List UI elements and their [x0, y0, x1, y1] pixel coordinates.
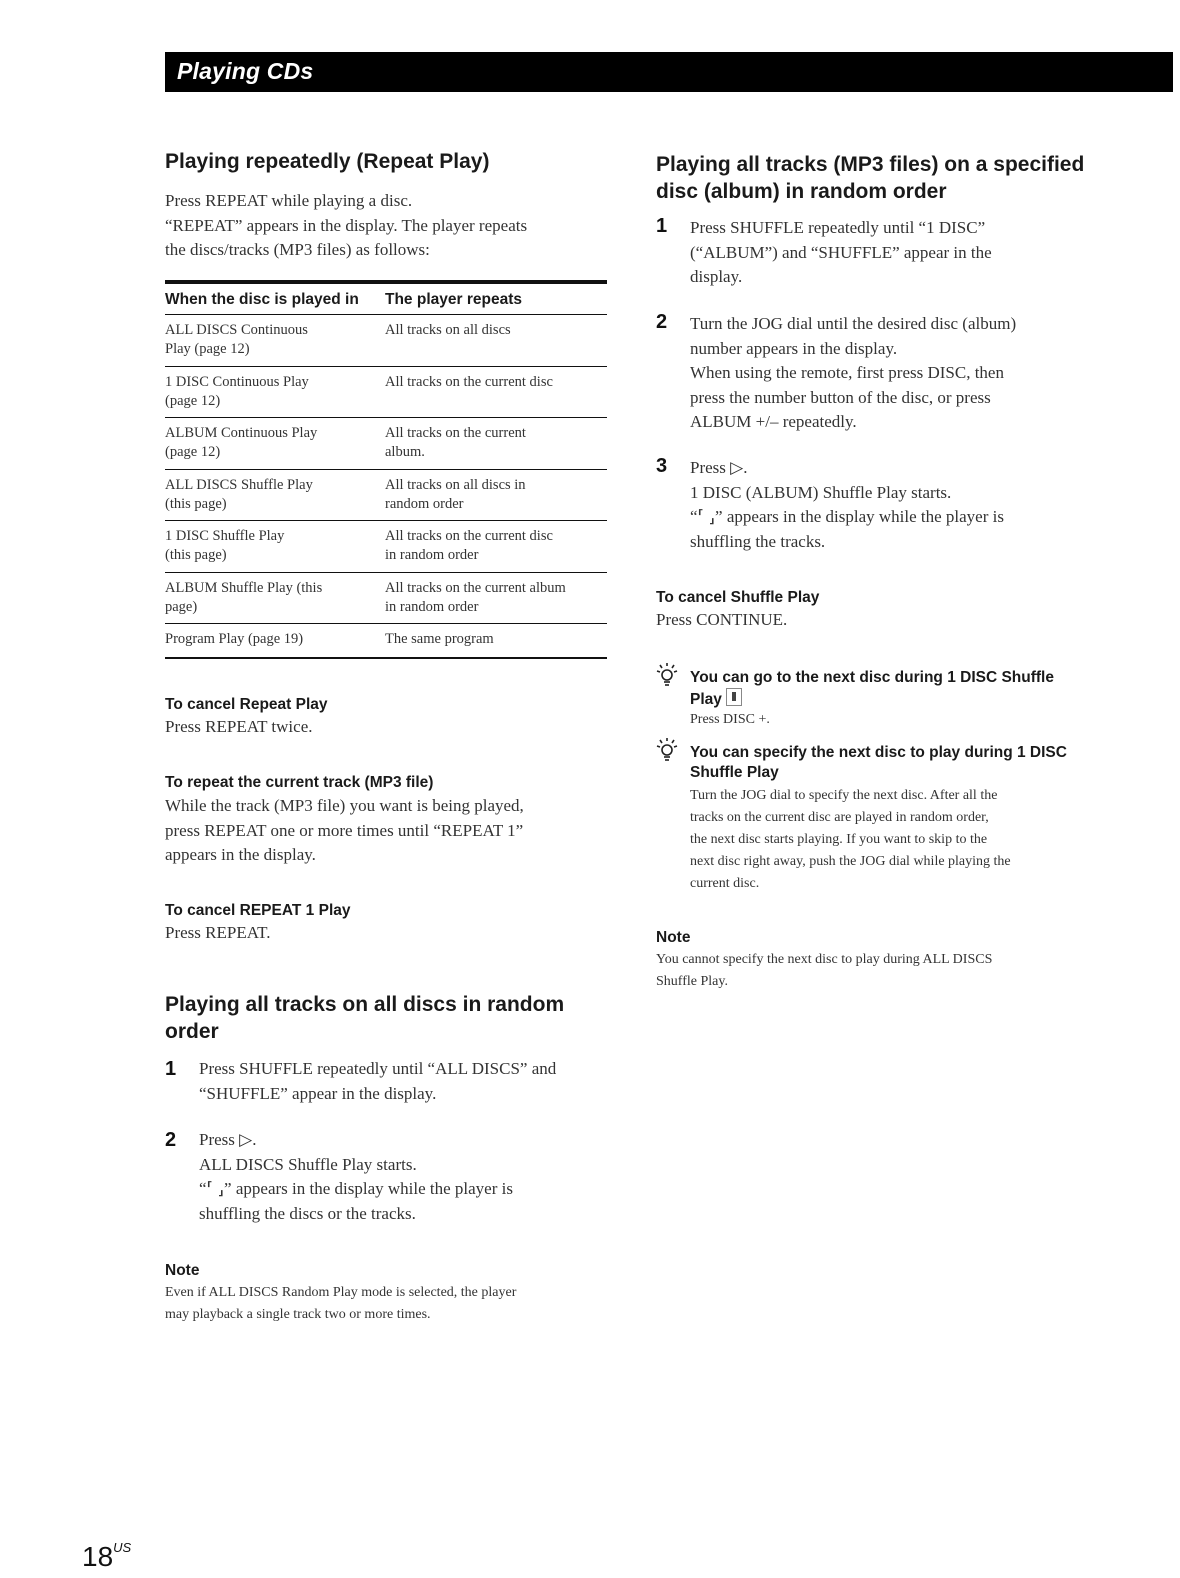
cell-line: ALL DISCS Shuffle Play [165, 476, 313, 493]
note-heading: Note [656, 929, 691, 946]
text-line: While the track (MP3 file) you want is being played, [165, 796, 524, 815]
heading-line: You can specify the next disc to play during 1 DISC [690, 744, 1067, 761]
repeat-track-text [165, 794, 524, 868]
table-cell [165, 579, 370, 617]
tip-line: Turn the JOG dial to specify the next disc. After all the [690, 788, 998, 803]
cancel-shuffle-text: Press CONTINUE. [656, 610, 788, 629]
note-line: You cannot specify the next disc to play during ALL DISCS [656, 952, 993, 967]
table-cell [385, 579, 607, 617]
cancel-repeat-heading: To cancel Repeat Play [165, 696, 328, 713]
tip-line: tracks on the current disc are played in random order, [690, 810, 989, 825]
repeat-intro-line: “REPEAT” appears in the display. The player repeats [165, 215, 528, 235]
cell-line: The same program [385, 631, 494, 647]
table-cell [165, 476, 370, 514]
cell-line: All tracks on the current disc [385, 373, 553, 390]
step-line: Press ▷. [690, 458, 748, 477]
cell-line: All tracks on all discs [385, 322, 511, 338]
tip1-text: Press DISC +. [690, 712, 770, 727]
step-line: number appears in the display. [690, 338, 898, 358]
heading-line: You can go to the next disc during 1 DISC Shuffle [690, 669, 1054, 686]
cell-line: ALL DISCS Continuous [165, 322, 308, 338]
table-row [165, 418, 607, 470]
step-line: Press SHUFFLE repeatedly until “1 DISC” [690, 218, 986, 237]
note-line: Shuffle Play. [656, 974, 728, 989]
table-cell [385, 373, 607, 392]
cancel-repeat1-text: Press REPEAT. [165, 923, 271, 942]
repeat-intro-line: the discs/tracks (MP3 files) as follows: [165, 240, 430, 259]
cancel-repeat1-heading: To cancel REPEAT 1 Play [165, 902, 351, 919]
table-header-cell: When the disc is played in [165, 291, 359, 308]
table-row [165, 470, 607, 522]
section-header-bar [165, 52, 1173, 92]
text-line: press REPEAT one or more times until “REPEAT 1” [165, 820, 524, 840]
table-cell [385, 527, 607, 565]
step-line: ALBUM +/– repeatedly. [690, 412, 857, 431]
step-line: (“ALBUM”) and “SHUFFLE” appear in the [690, 242, 992, 262]
cell-line: page) [165, 598, 198, 615]
specified-disc-heading [656, 151, 1084, 205]
heading-line: Shuffle Play [690, 764, 779, 781]
repeat-intro-line: Press REPEAT while playing a disc. [165, 191, 413, 210]
step-line: press the number button of the disc, or press [690, 387, 991, 407]
table-row [165, 573, 607, 625]
cell-line: in random order [385, 547, 479, 563]
step-number: 3 [656, 455, 668, 477]
cell-line: random order [385, 495, 464, 512]
remote-control-icon [726, 688, 742, 706]
cell-line: All tracks on the current disc [385, 528, 553, 544]
heading-line: Play [690, 691, 722, 708]
step-line: shuffling the tracks. [690, 531, 826, 551]
cell-line: All tracks on the current [385, 425, 526, 441]
tip2-text [690, 785, 1011, 895]
heading-line: Playing all tracks (MP3 files) on a specified [656, 153, 1085, 176]
step-text [690, 312, 1016, 435]
tip-line: the next disc starts playing. If you want to skip to the [690, 832, 988, 847]
step-line: “SHUFFLE” appear in the display. [199, 1083, 437, 1103]
lightbulb-tip-icon [656, 662, 678, 688]
repeat-track-heading: To repeat the current track (MP3 file) [165, 774, 434, 791]
tip-line: current disc. [690, 876, 760, 891]
step-text [690, 216, 992, 290]
table-row [165, 367, 607, 419]
table-cell [165, 424, 370, 462]
cell-line: Program Play (page 19) [165, 631, 304, 647]
heading-line-with-icon [690, 688, 1054, 710]
table-cell [165, 527, 370, 565]
cell-line: ALBUM Shuffle Play (this [165, 579, 323, 596]
repeat-intro [165, 189, 527, 263]
step-line: ALL DISCS Shuffle Play starts. [199, 1154, 417, 1174]
step-line: 1 DISC (ALBUM) Shuffle Play starts. [690, 482, 952, 502]
note-text [656, 949, 992, 993]
step-line: Press ▷. [199, 1130, 257, 1149]
cell-line: (this page) [165, 495, 227, 512]
cell-line: (this page) [165, 547, 227, 563]
cell-line: 1 DISC Shuffle Play [165, 528, 285, 544]
heading-line: Playing all tracks on all discs in random [165, 993, 565, 1016]
step-number: 1 [165, 1058, 177, 1080]
step-line: Press SHUFFLE repeatedly until “ALL DISCS” and [199, 1059, 557, 1078]
repeat-play-heading: Playing repeatedly (Repeat Play) [165, 150, 490, 173]
heading-line: disc (album) in random order [656, 180, 947, 203]
random-play-heading [165, 991, 564, 1045]
table-cell [165, 321, 370, 359]
heading-line: order [165, 1020, 219, 1043]
cell-line: 1 DISC Continuous Play [165, 373, 309, 390]
cell-line: (page 12) [165, 444, 221, 460]
tip1-heading [690, 668, 1054, 710]
note-line: Even if ALL DISCS Random Play mode is selected, the player [165, 1285, 517, 1300]
cell-line: (page 12) [165, 392, 221, 409]
table-row [165, 521, 607, 573]
table-cell [385, 424, 607, 462]
step-number: 2 [656, 311, 668, 333]
cancel-shuffle-heading: To cancel Shuffle Play [656, 589, 820, 606]
tip2-heading [690, 743, 1067, 783]
table-row [165, 624, 607, 659]
page-number-value: 18 [82, 1541, 114, 1572]
page-number-suffix: US [113, 1540, 132, 1555]
step-line: “⸢ ⸥” appears in the display while the player is [199, 1179, 513, 1198]
cell-line: All tracks on the current album [385, 579, 566, 596]
cancel-repeat-text: Press REPEAT twice. [165, 717, 313, 736]
cell-line: album. [385, 444, 425, 460]
table-row [165, 315, 607, 367]
step-line: Turn the JOG dial until the desired disc (album) [690, 314, 1017, 333]
table-cell [385, 476, 607, 514]
repeat-table [165, 280, 607, 659]
text-line: appears in the display. [165, 845, 316, 864]
cell-line: Play (page 12) [165, 341, 250, 357]
note-line: may playback a single track two or more times. [165, 1307, 431, 1322]
note-text [165, 1282, 516, 1326]
step-number: 1 [656, 215, 668, 237]
table-header-row [165, 284, 607, 315]
table-header-cell: The player repeats [385, 291, 522, 308]
section-title: Playing CDs [177, 58, 314, 84]
lightbulb-tip-icon [656, 737, 678, 763]
page-number [82, 1540, 131, 1573]
step-text [690, 456, 1004, 554]
cell-line: in random order [385, 598, 479, 615]
note-heading: Note [165, 1262, 200, 1279]
cell-line: All tracks on all discs in [385, 476, 526, 493]
step-text [199, 1057, 556, 1106]
tip-line: next disc right away, push the JOG dial while playing the [690, 854, 1011, 869]
table-cell [385, 630, 607, 649]
table-cell [165, 373, 370, 411]
cell-line: ALBUM Continuous Play [165, 425, 318, 441]
step-line: “⸢ ⸥” appears in the display while the player is [690, 507, 1004, 526]
step-text [199, 1128, 513, 1226]
step-line: display. [690, 267, 743, 286]
step-line: When using the remote, first press DISC, then [690, 363, 1004, 382]
table-cell [385, 321, 607, 340]
table-cell [165, 630, 370, 649]
step-number: 2 [165, 1129, 177, 1151]
step-line: shuffling the discs or the tracks. [199, 1203, 416, 1223]
